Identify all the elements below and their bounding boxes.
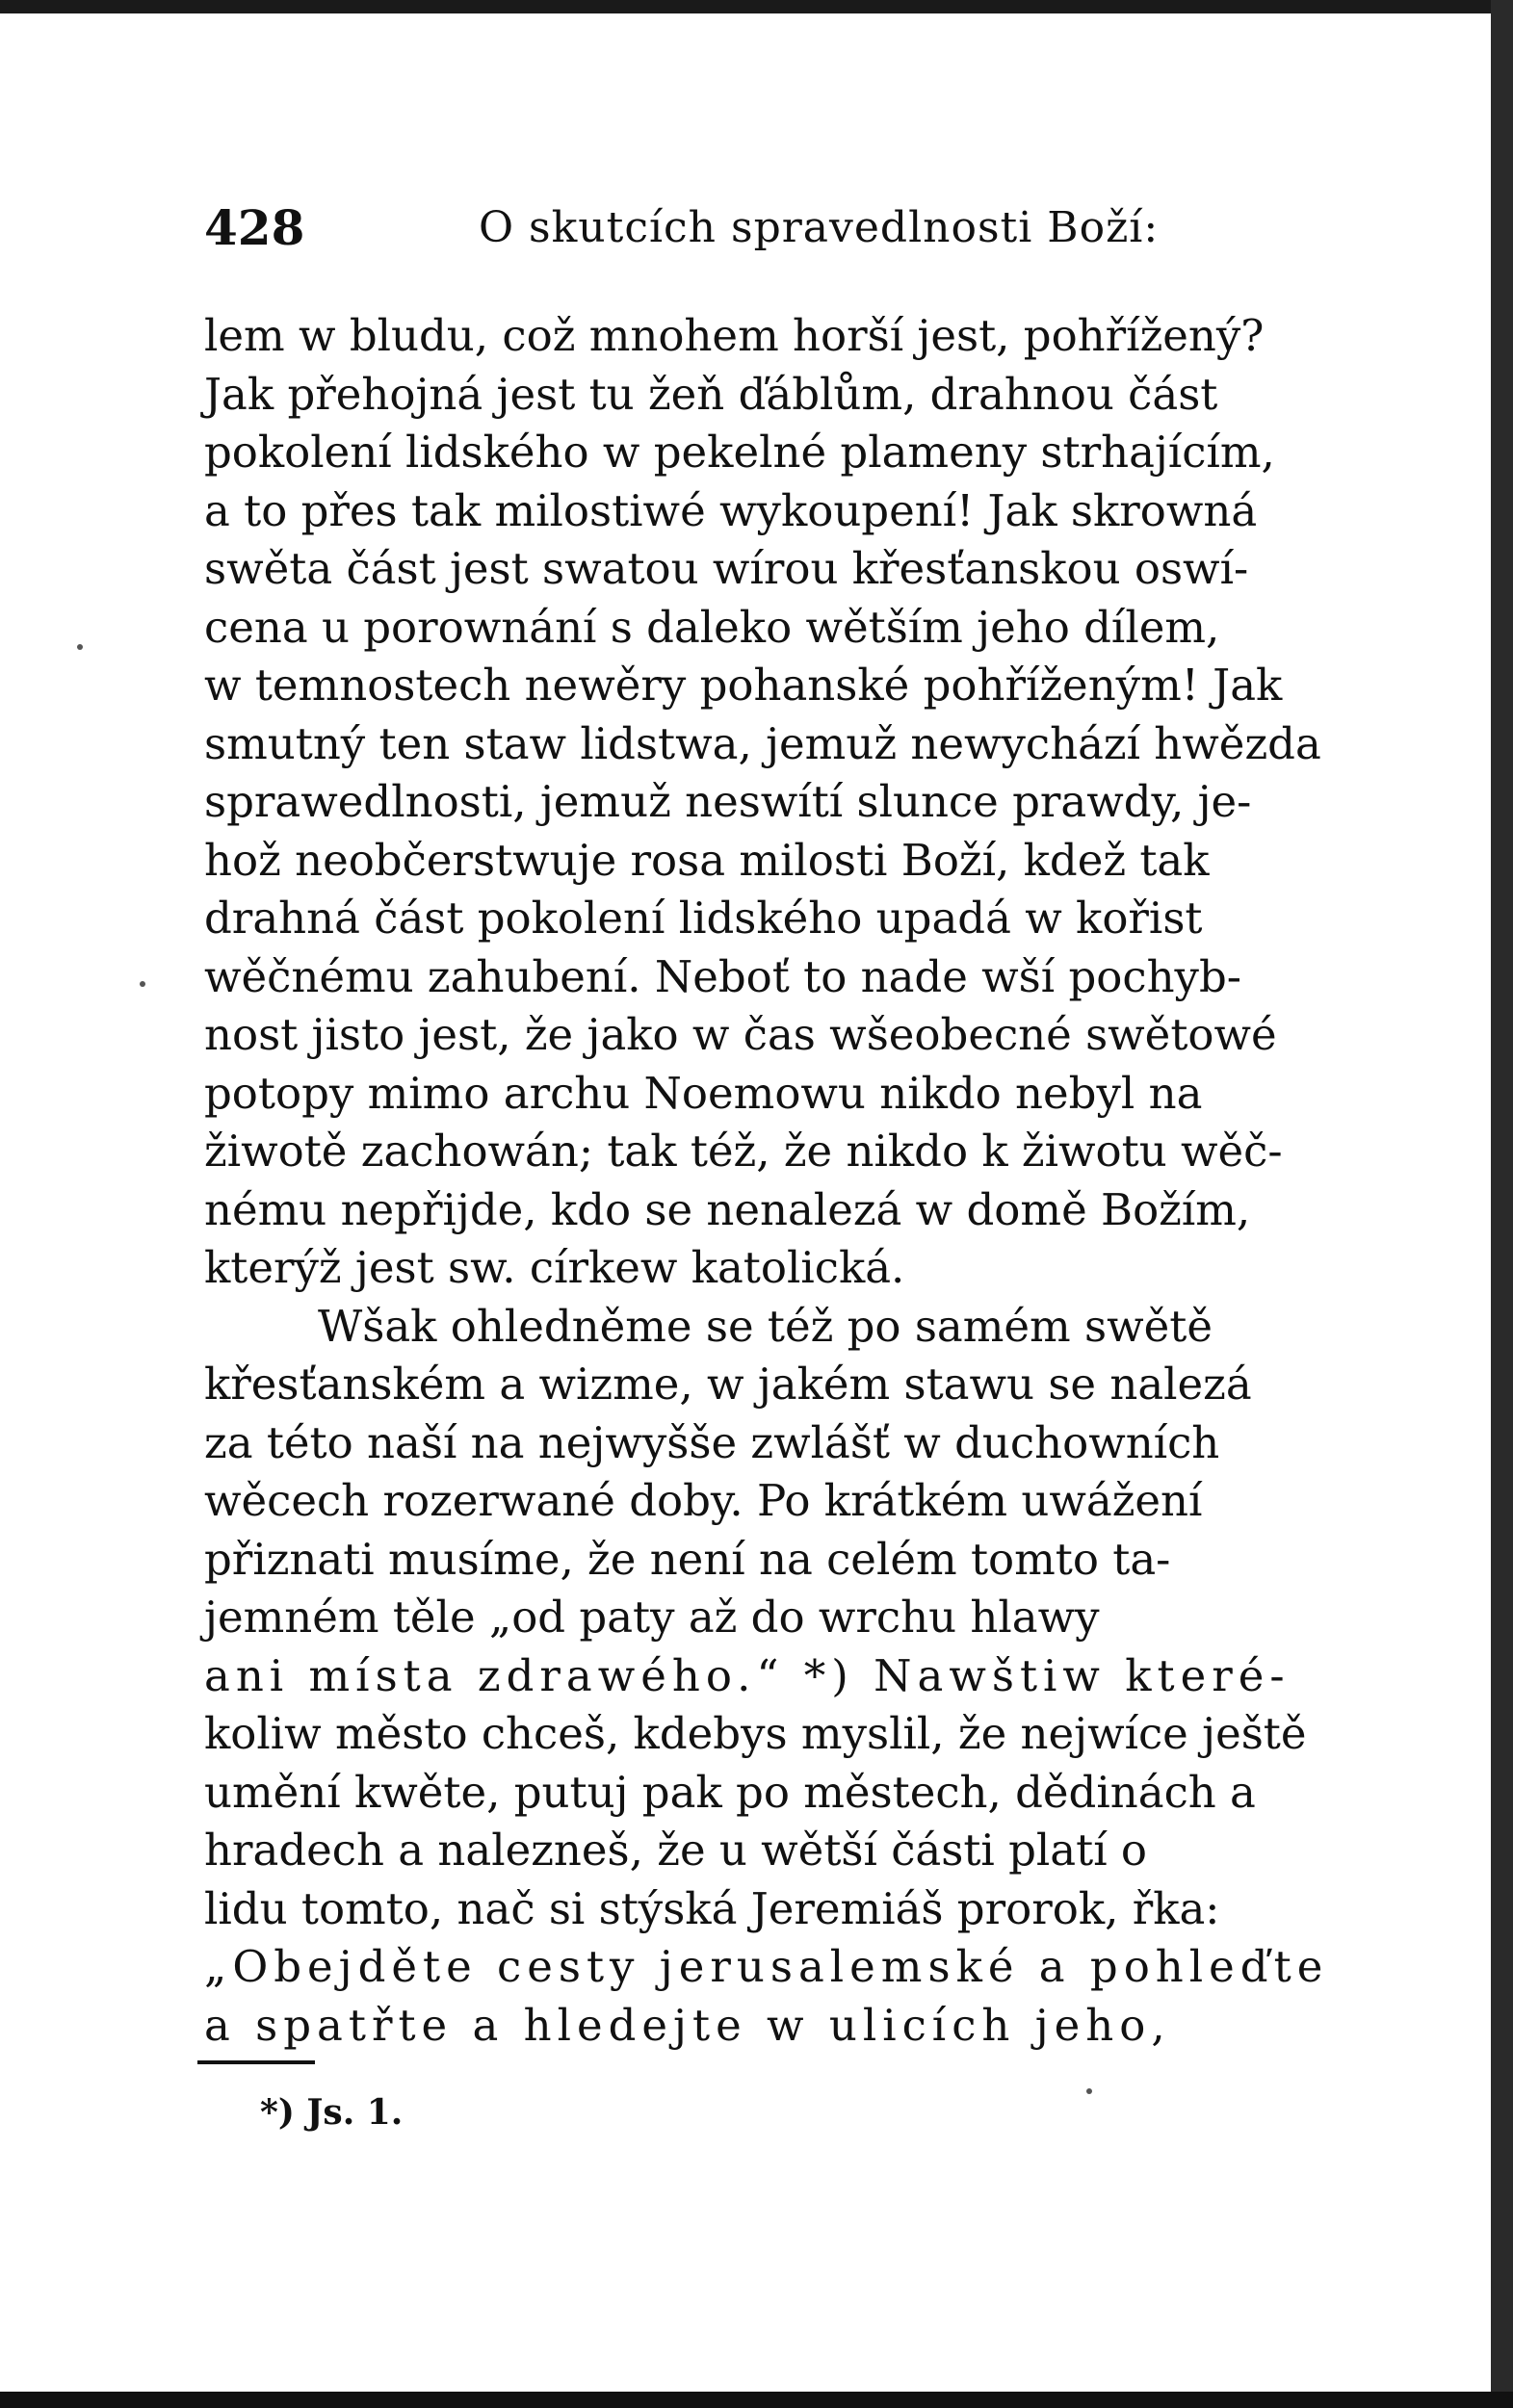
text-line: nost jisto jest, že jako w čas wšeobecné swětowé xyxy=(204,1009,1277,1060)
text-line: křesťanském a wizme, w jakém stawu se nalezá xyxy=(204,1359,1252,1410)
running-title: O skutcích spravedlnosti Boží: xyxy=(479,203,1160,252)
text-line: hradech a nalezneš, že u wětší části platí o xyxy=(204,1825,1147,1876)
text-line: kterýž jest sw. církew katolická. xyxy=(204,1242,905,1293)
paper-speck xyxy=(77,644,83,650)
page-number: 428 xyxy=(204,199,305,256)
text-line: sprawedlnosti, jemuž neswítí slunce prawdy, je- xyxy=(204,776,1252,827)
text-line: umění kwěte, putuj pak po městech, dědinách a xyxy=(204,1766,1256,1818)
paper-speck xyxy=(140,981,145,987)
page-header xyxy=(204,194,1341,262)
text-line: w temnostech newěry pohanské pohříženým! Jak xyxy=(204,660,1283,711)
text-line: přiznati musíme, že není na celém tomto ta- xyxy=(204,1533,1171,1585)
text-line: za této naší na nejwyšše zwlášť w duchowních xyxy=(204,1416,1220,1468)
body-text xyxy=(204,307,1329,2055)
text-line: wěcech rozerwané doby. Po krátkém uwážení xyxy=(204,1475,1203,1526)
footnote: *) Js. 1. xyxy=(260,2092,404,2133)
paragraph-start-line: Wšak ohledněme se též po samém swětě xyxy=(318,1300,1213,1352)
text-line: smutný ten staw lidstwa, jemuž newychází hwězda xyxy=(204,717,1321,769)
text-line-emphasis: „Obejděte cesty jerusalemské a pohleďte xyxy=(204,1941,1329,1992)
text-line: a to přes tak milostiwé wykoupení! Jak skrowná xyxy=(204,484,1258,536)
paper-speck xyxy=(1086,2088,1092,2094)
text-line: lem w bludu, což mnohem horší jest, pohřížený? xyxy=(204,310,1265,361)
text-line: cena u porownání s daleko wětším jeho dílem, xyxy=(204,601,1220,653)
text-line: potopy mimo archu Noemowu nikdo nebyl na xyxy=(204,1067,1203,1119)
text-line: Jak přehojná jest tu žeň ďáblům, drahnou část xyxy=(204,368,1218,420)
scan-edge-bottom xyxy=(0,2392,1513,2408)
footnote-rule xyxy=(197,2060,315,2064)
text-line-emphasis: ani místa zdrawého.“ *) Nawštiw které- xyxy=(204,1649,1291,1701)
text-line: wěčnému zahubení. Neboť to nade wší pochyb- xyxy=(204,950,1241,1002)
text-line: hož neobčerstwuje rosa milosti Boží, kdež tak xyxy=(204,834,1210,886)
text-line: swěta část jest swatou wírou křesťanskou oswí- xyxy=(204,543,1249,594)
text-line: pokolení lidského w pekelné plameny strhajícím, xyxy=(204,427,1275,478)
text-line: jemném těle „od paty až do wrchu hlawy xyxy=(204,1592,1100,1643)
text-line-emphasis: a spatřte a hledejte w ulicích jeho, xyxy=(204,1999,1171,2051)
text-line: nému nepřijde, kdo se nenalezá w domě Božím, xyxy=(204,1183,1251,1235)
text-line: žiwotě zachowán; tak též, že nikdo k žiwotu wěč- xyxy=(204,1126,1283,1177)
scan-edge-right xyxy=(1491,0,1513,2408)
book-page xyxy=(0,13,1491,2392)
text-line: lidu tomto, nač si stýská Jeremiáš prorok, řka: xyxy=(204,1882,1220,1934)
text-line: drahná část pokolení lidského upadá w kořist xyxy=(204,893,1203,944)
text-line: koliw město chceš, kdebys myslil, že nejwíce ještě xyxy=(204,1708,1307,1759)
